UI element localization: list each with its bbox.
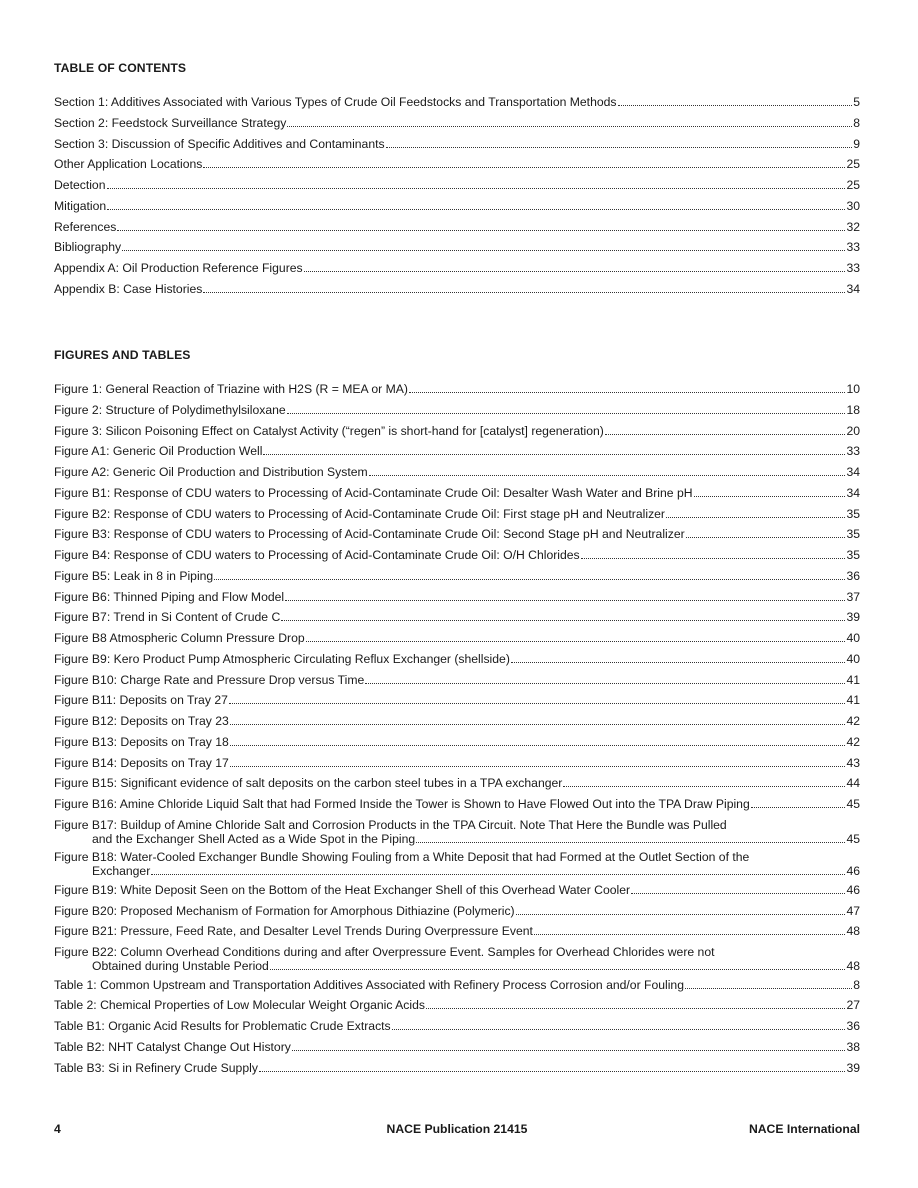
entry-title: Appendix A: Oil Production Reference Figures bbox=[54, 261, 303, 275]
toc-entry[interactable] bbox=[54, 507, 860, 528]
dot-leader bbox=[122, 249, 845, 251]
dot-leader bbox=[287, 125, 852, 127]
dot-leader bbox=[117, 229, 845, 231]
entry-title: Figure B7: Trend in Si Content of Crude C bbox=[54, 610, 281, 625]
entry-title: Figure B2: Response of CDU waters to Processing of Acid-Contaminate Crude Oil: First stage pH and Neutralizer bbox=[54, 506, 665, 521]
dot-leader bbox=[259, 1070, 846, 1072]
toc-entry[interactable] bbox=[54, 199, 860, 220]
entry-title: Figure B16: Amine Chloride Liquid Salt that had Formed Inside the Tower is Shown to Have Flowed Out into the TPA Draw Piping bbox=[54, 797, 750, 811]
toc-entry[interactable] bbox=[54, 382, 860, 403]
entry-page-number: 34 bbox=[846, 465, 860, 479]
entry-title: Detection bbox=[54, 178, 106, 192]
entry-page-number: 8 bbox=[853, 115, 860, 130]
dot-leader bbox=[511, 661, 846, 663]
entry-title: Figure B12: Deposits on Tray 23 bbox=[54, 714, 229, 728]
dot-leader bbox=[281, 619, 845, 621]
toc-entry[interactable] bbox=[54, 486, 860, 507]
entry-title: Table B3: Si in Refinery Crude Supply bbox=[54, 1060, 258, 1075]
entry-page-number: 37 bbox=[846, 589, 860, 604]
figures-heading: FIGURES AND TABLES bbox=[54, 348, 191, 362]
entry-page-number: 35 bbox=[846, 548, 860, 562]
toc-entry[interactable] bbox=[54, 924, 860, 945]
toc-entry[interactable] bbox=[54, 424, 860, 445]
toc-entry[interactable] bbox=[54, 527, 860, 548]
entry-page-number: 36 bbox=[846, 568, 860, 583]
entry-page-number: 46 bbox=[846, 864, 860, 879]
dot-leader bbox=[230, 765, 846, 767]
dot-leader bbox=[685, 987, 852, 989]
toc-entry[interactable] bbox=[54, 945, 860, 978]
toc-entry[interactable] bbox=[54, 178, 860, 199]
entry-title: Figure B18: Water-Cooled Exchanger Bundle Showing Fouling from a White Deposit that had Formed at the Outlet Section of the bbox=[54, 850, 750, 865]
footer-organization: NACE International bbox=[748, 1122, 860, 1136]
toc-entry[interactable] bbox=[54, 444, 860, 465]
entry-page-number: 46 bbox=[846, 882, 860, 897]
entry-title: Table 2: Chemical Properties of Low Molecular Weight Organic Acids bbox=[54, 998, 425, 1013]
entry-page-number: 39 bbox=[846, 610, 860, 625]
entry-page-number: 34 bbox=[846, 281, 860, 296]
dot-leader bbox=[263, 453, 845, 455]
entry-page-number: 20 bbox=[846, 423, 860, 438]
entry-page-number: 45 bbox=[846, 797, 860, 811]
entry-page-number: 41 bbox=[846, 693, 860, 708]
toc-entry[interactable] bbox=[54, 1040, 860, 1061]
dot-leader bbox=[751, 806, 846, 808]
toc-entry[interactable] bbox=[54, 220, 860, 241]
dot-leader bbox=[292, 1049, 846, 1051]
dot-leader bbox=[287, 412, 846, 414]
entry-page-number: 38 bbox=[846, 1039, 860, 1054]
dot-leader bbox=[426, 1007, 845, 1009]
entry-title: Figure B13: Deposits on Tray 18 bbox=[54, 734, 229, 749]
entry-page-number: 10 bbox=[846, 382, 860, 396]
entry-page-number: 30 bbox=[846, 198, 860, 213]
entry-page-number: 40 bbox=[846, 631, 860, 645]
entry-title-continued: and the Exchanger Shell Acted as a Wide Spot in the Piping bbox=[92, 831, 416, 846]
dot-leader bbox=[151, 873, 845, 875]
dot-leader bbox=[631, 892, 845, 894]
entry-title: Figure 2: Structure of Polydimethylsiloxane bbox=[54, 402, 286, 417]
footer-page-number: 4 bbox=[54, 1122, 61, 1136]
toc-entry[interactable] bbox=[54, 631, 860, 652]
entry-page-number: 39 bbox=[846, 1060, 860, 1075]
toc-entry[interactable] bbox=[54, 652, 860, 673]
entry-page-number: 25 bbox=[846, 157, 860, 172]
toc-entry[interactable] bbox=[54, 465, 860, 486]
entry-page-number: 27 bbox=[846, 998, 860, 1013]
entry-title: Figure B1: Response of CDU waters to Processing of Acid-Contaminate Crude Oil: Desalter Wash Water and Brine pH bbox=[54, 485, 693, 500]
entry-page-number: 34 bbox=[846, 485, 860, 500]
entry-title: Figure B22: Column Overhead Conditions during and after Overpressure Event. Samples for Overhead Chlorides were not bbox=[54, 945, 715, 959]
toc-entry[interactable] bbox=[54, 157, 860, 178]
entry-title: Table B2: NHT Catalyst Change Out History bbox=[54, 1039, 291, 1054]
entry-title: Figure B21: Pressure, Feed Rate, and Desalter Level Trends During Overpressure Event bbox=[54, 924, 533, 939]
dot-leader bbox=[230, 744, 846, 746]
entry-title: Figure B6: Thinned Piping and Flow Model bbox=[54, 589, 285, 604]
dot-leader bbox=[409, 391, 846, 393]
dot-leader bbox=[304, 270, 846, 272]
toc-entry[interactable] bbox=[54, 240, 860, 261]
entry-page-number: 35 bbox=[846, 527, 860, 542]
entry-title: Figure B19: White Deposit Seen on the Bottom of the Heat Exchanger Shell of this Overhead Water Cooler bbox=[54, 882, 631, 897]
entry-page-number: 42 bbox=[846, 714, 860, 728]
entry-title-continued: Obtained during Unstable Period bbox=[92, 959, 269, 973]
entry-title: Appendix B: Case Histories bbox=[54, 281, 203, 296]
dot-leader bbox=[229, 702, 846, 704]
entry-title: Figure A2: Generic Oil Production and Distribution System bbox=[54, 465, 368, 479]
entry-title: Figure B15: Significant evidence of salt deposits on the carbon steel tubes in a TPA exchanger bbox=[54, 776, 563, 791]
dot-leader bbox=[270, 968, 846, 970]
toc-entry[interactable] bbox=[54, 797, 860, 818]
dot-leader bbox=[369, 474, 846, 476]
entry-title: Section 2: Feedstock Surveillance Strategy bbox=[54, 115, 287, 130]
toc-entry[interactable] bbox=[54, 1019, 860, 1040]
entry-title: References bbox=[54, 219, 117, 234]
entry-page-number: 33 bbox=[846, 444, 860, 459]
entry-page-number: 47 bbox=[846, 903, 860, 918]
dot-leader bbox=[694, 495, 846, 497]
toc-entry[interactable] bbox=[54, 282, 860, 303]
entry-page-number: 42 bbox=[846, 734, 860, 749]
entry-page-number: 32 bbox=[846, 219, 860, 234]
entry-page-number: 48 bbox=[846, 959, 860, 973]
toc-entry[interactable] bbox=[54, 998, 860, 1019]
toc-entry[interactable] bbox=[54, 735, 860, 756]
toc-entry[interactable] bbox=[54, 569, 860, 590]
dot-leader bbox=[107, 187, 846, 189]
toc-entry[interactable] bbox=[54, 904, 860, 925]
entry-title: Figure B11: Deposits on Tray 27 bbox=[54, 693, 228, 708]
entry-page-number: 25 bbox=[846, 178, 860, 192]
toc-entry[interactable] bbox=[54, 978, 860, 999]
entry-title-continued: Exchanger bbox=[92, 864, 151, 879]
toc-entry[interactable] bbox=[54, 818, 860, 851]
dot-leader bbox=[605, 433, 846, 435]
toc-entry[interactable] bbox=[54, 850, 860, 883]
dot-leader bbox=[230, 723, 846, 725]
toc-entry[interactable] bbox=[54, 1061, 860, 1082]
entry-page-number: 8 bbox=[853, 977, 860, 992]
toc-entry[interactable] bbox=[54, 693, 860, 714]
entry-page-number: 36 bbox=[846, 1019, 860, 1033]
dot-leader bbox=[416, 841, 845, 843]
dot-leader bbox=[203, 291, 845, 293]
entry-title: Figure 1: General Reaction of Triazine with H2S (R = MEA or MA) bbox=[54, 382, 408, 396]
dot-leader bbox=[581, 557, 846, 559]
entry-title: Figure 3: Silicon Poisoning Effect on Catalyst Activity (“regen” is short-hand for [catalyst] regeneration) bbox=[54, 423, 604, 438]
dot-leader bbox=[563, 785, 845, 787]
entry-page-number: 18 bbox=[846, 402, 860, 417]
entry-page-number: 33 bbox=[846, 240, 860, 255]
footer-publication: NACE Publication 21415 bbox=[386, 1122, 528, 1136]
dot-leader bbox=[516, 913, 846, 915]
dot-leader bbox=[365, 682, 845, 684]
entry-title: Figure B20: Proposed Mechanism of Formation for Amorphous Dithiazine (Polymeric) bbox=[54, 903, 515, 918]
entry-title: Figure B8 Atmospheric Column Pressure Drop bbox=[54, 631, 305, 645]
entry-title: Figure B4: Response of CDU waters to Processing of Acid-Contaminate Crude Oil: O/H Chlorides bbox=[54, 548, 580, 562]
entry-page-number: 35 bbox=[846, 506, 860, 521]
entry-title: Figure B17: Buildup of Amine Chloride Salt and Corrosion Products in the TPA Circuit. Note That Here the Bundle was Pulled bbox=[54, 817, 727, 832]
toc-entry[interactable] bbox=[54, 137, 860, 158]
toc-entry[interactable] bbox=[54, 776, 860, 797]
entry-title: Table 1: Common Upstream and Transportation Additives Associated with Refinery Process Corrosion and/or Fouling bbox=[54, 977, 684, 992]
entry-title: Other Application Locations bbox=[54, 157, 203, 172]
dot-leader bbox=[534, 933, 846, 935]
entry-page-number: 5 bbox=[853, 95, 860, 109]
entry-title: Figure B10: Charge Rate and Pressure Drop versus Time bbox=[54, 672, 365, 687]
toc-entry[interactable] bbox=[54, 95, 860, 116]
toc-entry[interactable] bbox=[54, 756, 860, 777]
entry-page-number: 48 bbox=[846, 924, 860, 939]
dot-leader bbox=[386, 146, 853, 148]
entry-title: Mitigation bbox=[54, 198, 107, 213]
entry-title: Table B1: Organic Acid Results for Problematic Crude Extracts bbox=[54, 1019, 391, 1033]
entry-title: Section 1: Additives Associated with Various Types of Crude Oil Feedstocks and Transportation Methods bbox=[54, 95, 617, 109]
dot-leader bbox=[285, 599, 845, 601]
entry-page-number: 43 bbox=[846, 755, 860, 770]
dot-leader bbox=[306, 640, 846, 642]
dot-leader bbox=[107, 208, 845, 210]
entry-page-number: 33 bbox=[846, 261, 860, 275]
toc-entry[interactable] bbox=[54, 883, 860, 904]
toc-entry[interactable] bbox=[54, 610, 860, 631]
dot-leader bbox=[618, 104, 853, 106]
entry-title: Section 3: Discussion of Specific Additives and Contaminants bbox=[54, 136, 385, 151]
toc-entry[interactable] bbox=[54, 403, 860, 424]
entry-page-number: 9 bbox=[853, 136, 860, 151]
dot-leader bbox=[214, 578, 845, 580]
entry-title: Figure A1: Generic Oil Production Well bbox=[54, 444, 263, 459]
entry-page-number: 45 bbox=[846, 831, 860, 846]
entry-title: Figure B3: Response of CDU waters to Processing of Acid-Contaminate Crude Oil: Second Stage pH and Neutralizer bbox=[54, 527, 685, 542]
figures-list bbox=[54, 382, 860, 1081]
dot-leader bbox=[392, 1028, 846, 1030]
toc-entry[interactable] bbox=[54, 673, 860, 694]
entry-page-number: 40 bbox=[846, 651, 860, 666]
entry-title: Figure B9: Kero Product Pump Atmospheric Circulating Reflux Exchanger (shellside) bbox=[54, 651, 510, 666]
toc-entry[interactable] bbox=[54, 261, 860, 282]
dot-leader bbox=[203, 166, 845, 168]
toc-list bbox=[54, 95, 860, 303]
entry-title: Figure B14: Deposits on Tray 17 bbox=[54, 755, 229, 770]
entry-page-number: 44 bbox=[846, 776, 860, 791]
toc-heading: TABLE OF CONTENTS bbox=[54, 61, 187, 75]
toc-entry[interactable] bbox=[54, 590, 860, 611]
entry-title: Figure B5: Leak in 8 in Piping bbox=[54, 568, 214, 583]
dot-leader bbox=[666, 516, 845, 518]
toc-entry[interactable] bbox=[54, 714, 860, 735]
toc-entry[interactable] bbox=[54, 548, 860, 569]
entry-title: Bibliography bbox=[54, 240, 122, 255]
dot-leader bbox=[686, 536, 846, 538]
toc-entry[interactable] bbox=[54, 116, 860, 137]
entry-page-number: 41 bbox=[846, 672, 860, 687]
